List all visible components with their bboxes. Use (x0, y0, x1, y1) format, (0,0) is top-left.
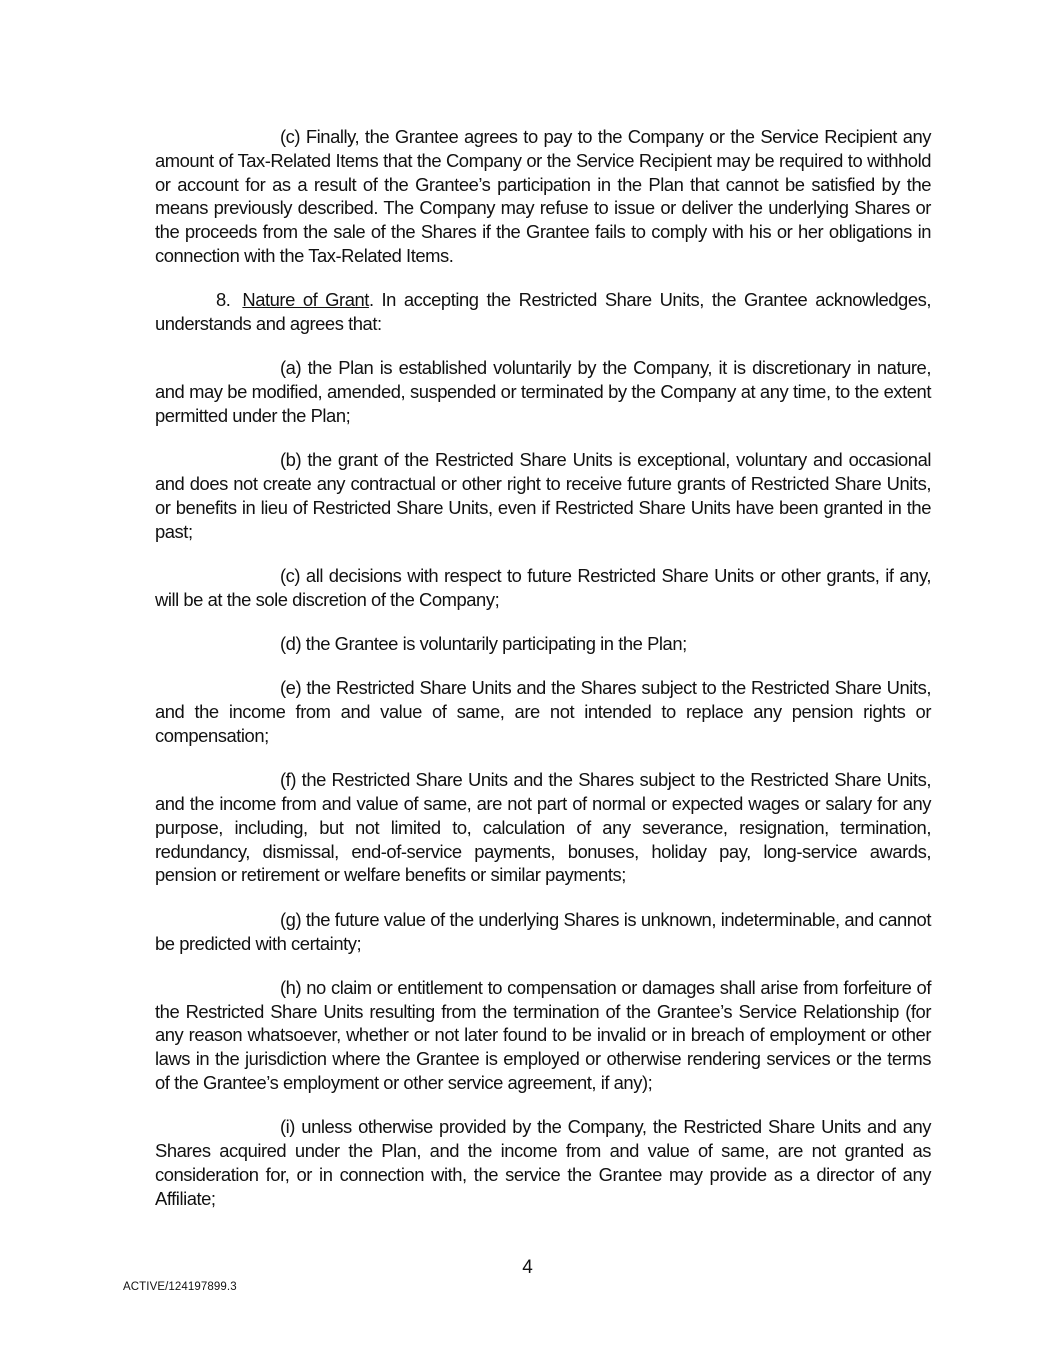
paragraph-8d: (d) the Grantee is voluntarily participating in the Plan; (280, 633, 687, 655)
paragraph-8c: (c) all decisions with respect to future Restricted Share Units or other grants, if any, will be at the sole discretion of the Company; (155, 564, 931, 610)
section-8-paragraph (155, 288, 931, 336)
paragraph-8f: (f) the Restricted Share Units and the Shares subject to the Restricted Share Units, and the income from and value of same, are not part of normal or expected wages or salary for any purpose, including, but not limited to, calculation of any severance, resignation, termination, redundancy, dismissal, end-of-service payments, bonuses, holiday pay, long-service awards, pension or retirement or welfare benefits or similar payments; (155, 769, 931, 886)
paragraph-8h: (h) no claim or entitlement to compensation or damages shall arise from forfeiture of the Restricted Share Units resulting from the termination of the Grantee’s Service Relationship (for any reason whatsoever, whether or not later found to be invalid or in breach of employment or other laws in the jurisdiction where the Grantee is employed or otherwise rendering services or the terms of the Grantee’s employment or other service agreement, if any); (155, 976, 931, 1093)
paragraph-8e: (e) the Restricted Share Units and the Shares subject to the Restricted Share Units, and the income from and value of same, are not intended to replace any pension rights or compensation; (155, 677, 931, 746)
document-body (155, 125, 931, 1231)
document-id-footer: ACTIVE/124197899.3 (123, 1281, 237, 1293)
paragraph-8a: (a) the Plan is established voluntarily by the Company, it is discretionary in nature, and may be modified, amended, suspended or terminated by the Company at any time, to the extent permitted under the Plan; (155, 357, 931, 426)
paragraph-8g: (g) the future value of the underlying Shares is unknown, indeterminable, and cannot be predicted with certainty; (155, 908, 931, 954)
paragraph-7c: (c) Finally, the Grantee agrees to pay to the Company or the Service Recipient any amount of Tax-Related Items that the Company or the Service Recipient may be required to withhold or account for as a result of the Grantee’s participation in the Plan that cannot be satisfied by the means previously described. The Company may refuse to issue or deliver the underlying Shares or the proceeds from the sale of the Shares if the Grantee fails to comply with his or her obligations in connection with the Tax-Related Items. (155, 126, 931, 266)
section-heading: Nature of Grant (242, 289, 369, 311)
section-number: 8. (216, 289, 231, 311)
paragraph-8b: (b) the grant of the Restricted Share Units is exceptional, voluntary and occasional and does not create any contractual or other right to receive future grants of Restricted Share Units, or benefits in lieu of Restricted Share Units, even if Restricted Share Units have been granted in the past; (155, 449, 931, 542)
page-number: 4 (522, 1257, 533, 1278)
section-text: . In accepting the Restricted Share Units, the Grantee acknowledges, understands and agrees that: (155, 289, 932, 335)
paragraph-8i: (i) unless otherwise provided by the Company, the Restricted Share Units and any Shares acquired under the Plan, and the income from and value of same, are not granted as consideration for, or in connection with, the service the Grantee may provide as a director of any Affiliate; (155, 1116, 931, 1209)
